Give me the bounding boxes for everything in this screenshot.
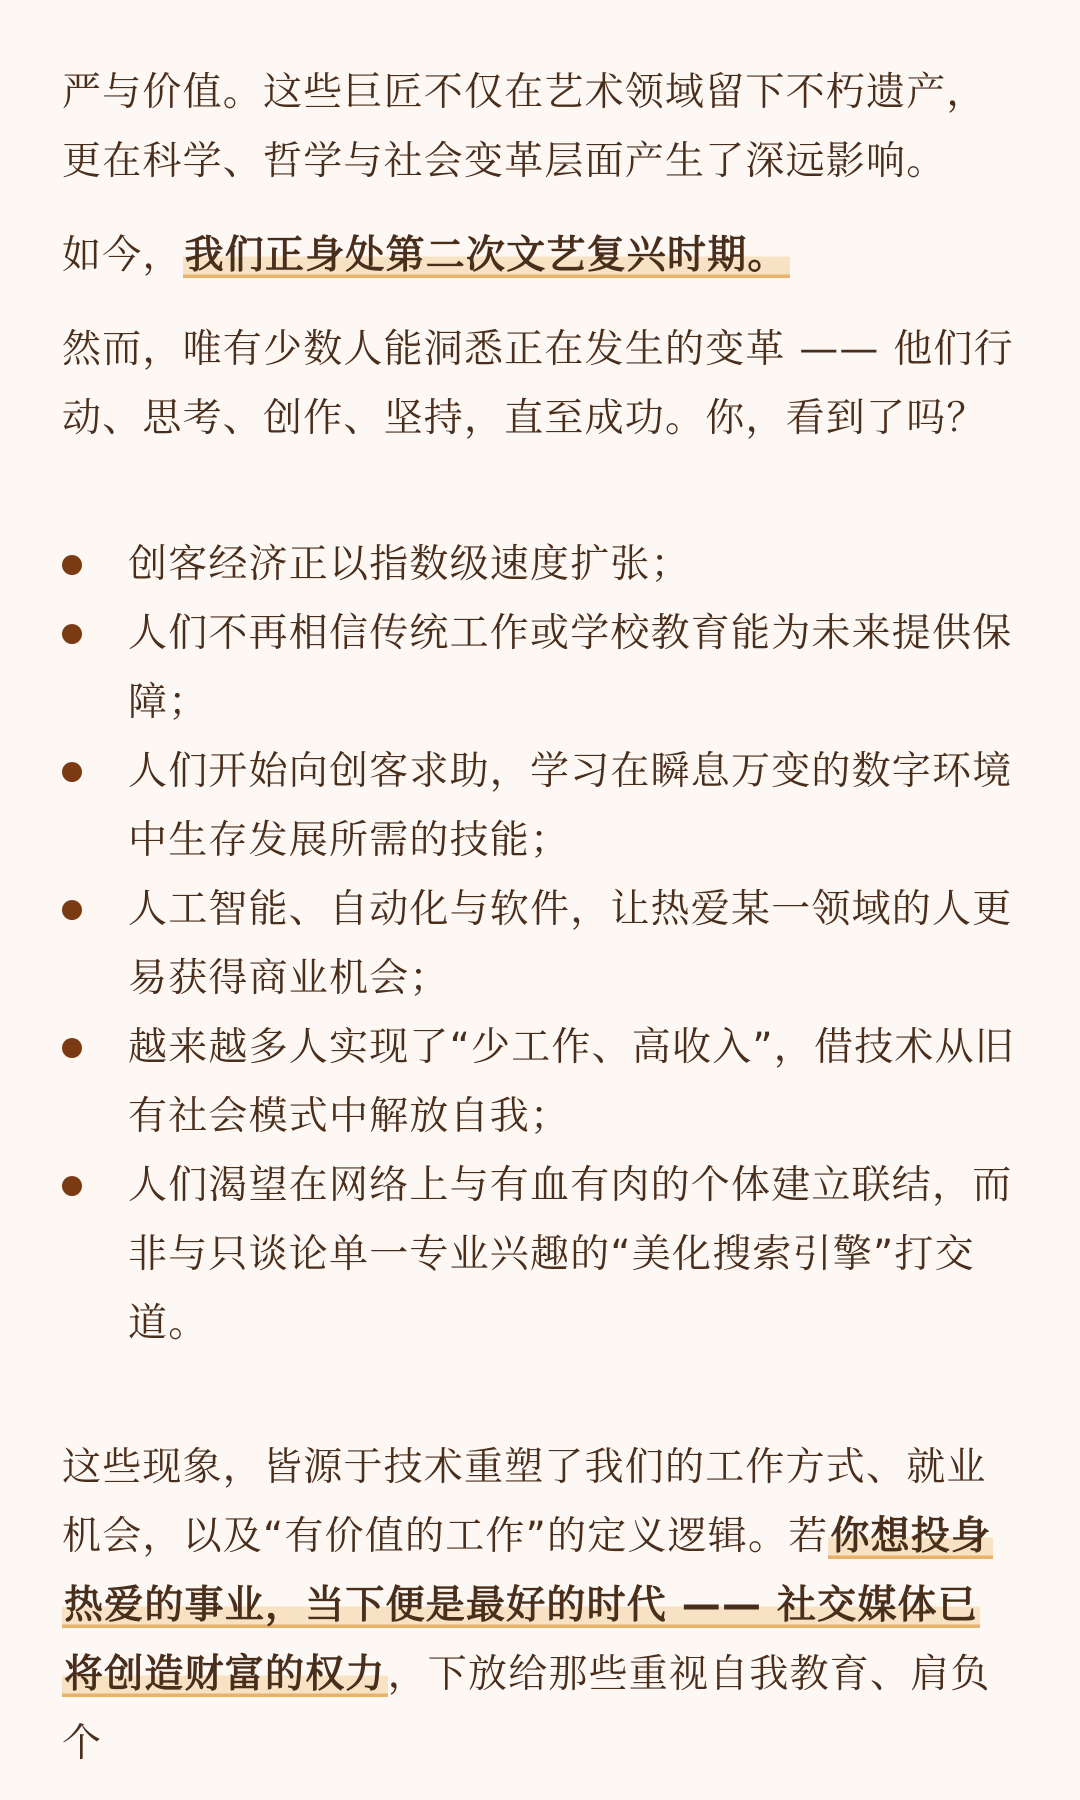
paragraph-conclusion-suffix: ，下放给那些重视自我教育、肩负个 xyxy=(62,1652,991,1766)
list-item-text: 人们开始向创客求助，学习在瞬息万变的数字环境中生存发展所需的技能； xyxy=(128,749,1013,863)
bullet-dot-icon xyxy=(62,624,82,644)
list-item xyxy=(62,1013,1018,1151)
paragraph-renaissance-prefix: 如今， xyxy=(62,233,183,278)
bullet-list xyxy=(62,530,1018,1358)
paragraph-conclusion-text: 这些现象，皆源于技术重塑了我们的工作方式、就业机会，以及“有价值的工作”的定义逻辑。若 xyxy=(62,1445,987,1559)
paragraph-question-text: 然而，唯有少数人能洞悉正在发生的变革 —— 他们行动、思考、创作、坚持，直至成功。你，看到了吗？ xyxy=(62,327,1014,441)
bullet-dot-icon xyxy=(62,900,82,920)
bullet-dot-icon xyxy=(62,1038,82,1058)
list-item xyxy=(62,1151,1018,1358)
highlight-renaissance: 我们正身处第二次文艺复兴时期。 xyxy=(184,233,788,278)
list-item-text: 人们渴望在网络上与有血有肉的个体建立联结，而非与只谈论单一专业兴趣的“美化搜索引擎”打交道。 xyxy=(128,1163,1013,1346)
bullet-dot-icon xyxy=(62,762,82,782)
list-item xyxy=(62,737,1018,875)
list-item xyxy=(62,875,1018,1013)
bullet-dot-icon xyxy=(62,1176,82,1196)
list-item-text: 越来越多人实现了“少工作、高收入”，借技术从旧有社会模式中解放自我； xyxy=(128,1025,1016,1139)
paragraph-conclusion xyxy=(62,1433,1018,1778)
paragraph-intro xyxy=(62,58,1018,196)
list-item-text: 人工智能、自动化与软件，让热爱某一领域的人更易获得商业机会； xyxy=(128,887,1013,1001)
paragraph-renaissance xyxy=(62,221,1018,290)
highlight-conclusion: 你想投身热爱的事业，当下便是最好的时代 —— 社交媒体已将创造财富的权力 xyxy=(64,1514,992,1697)
list-item xyxy=(62,599,1018,737)
bullet-dot-icon xyxy=(62,555,82,575)
list-item-text: 创客经济正以指数级速度扩张； xyxy=(128,542,691,587)
list-item-text: 人们不再相信传统工作或学校教育能为未来提供保障； xyxy=(128,611,1013,725)
paragraph-intro-text: 严与价值。这些巨匠不仅在艺术领域留下不朽遗产，更在科学、哲学与社会变革层面产生了深远影响。 xyxy=(62,70,987,184)
paragraph-question xyxy=(62,315,1018,453)
list-item xyxy=(62,530,1018,599)
